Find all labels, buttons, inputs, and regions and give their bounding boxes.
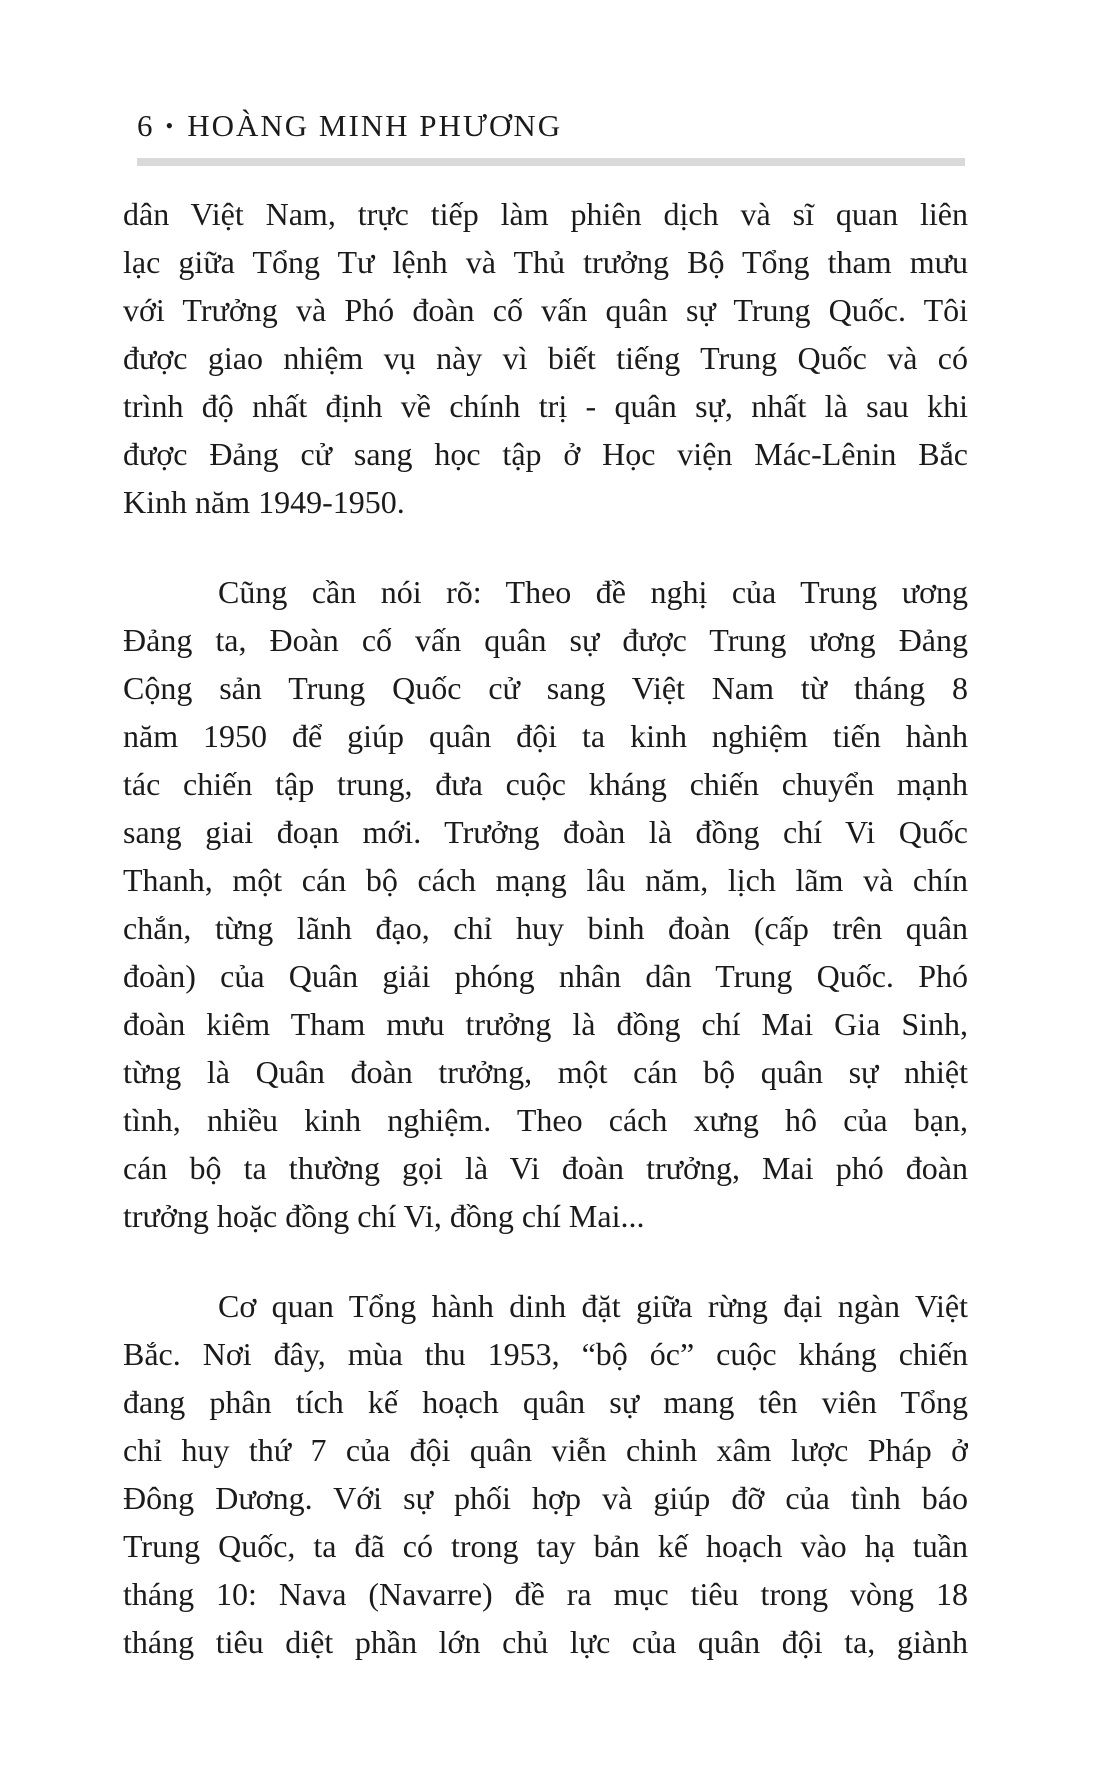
running-header	[137, 106, 968, 149]
page-number: 6	[137, 108, 153, 143]
text-line: Cũng cần nói rõ: Theo đề nghị của Trung ương	[218, 574, 968, 610]
text-line: đoàn) của Quân giải phóng nhân dân Trung Quốc. Phó	[123, 958, 968, 994]
page-content	[123, 106, 968, 1666]
text-line: được Đảng cử sang học tập ở Học viện Mác-Lênin Bắc	[123, 436, 968, 472]
text-line: tình, nhiều kinh nghiệm. Theo cách xưng hô của bạn,	[123, 1102, 968, 1138]
paragraph	[123, 190, 968, 526]
text-line: Thanh, một cán bộ cách mạng lâu năm, lịch lãm và chín	[123, 862, 968, 898]
text-line: sang giai đoạn mới. Trưởng đoàn là đồng chí Vi Quốc	[123, 814, 968, 850]
text-line: lạc giữa Tổng Tư lệnh và Thủ trưởng Bộ Tổng tham mưu	[123, 244, 968, 280]
text-line: trưởng hoặc đồng chí Vi, đồng chí Mai...	[123, 1198, 645, 1234]
text-line: năm 1950 để giúp quân đội ta kinh nghiệm tiến hành	[123, 718, 968, 754]
text-line: Kinh năm 1949-1950.	[123, 484, 405, 520]
text-line: đang phân tích kế hoạch quân sự mang tên viên Tổng	[123, 1384, 968, 1420]
text-line: cán bộ ta thường gọi là Vi đoàn trưởng, Mai phó đoàn	[123, 1150, 968, 1186]
text-line: chỉ huy thứ 7 của đội quân viễn chinh xâm lược Pháp ở	[123, 1432, 968, 1468]
text-line: với Trưởng và Phó đoàn cố vấn quân sự Trung Quốc. Tôi	[123, 292, 968, 328]
running-header-title: HOÀNG MINH PHƯƠNG	[187, 108, 563, 143]
text-line: tháng 10: Nava (Navarre) đề ra mục tiêu trong vòng 18	[123, 1576, 968, 1612]
text-line: đoàn kiêm Tham mưu trưởng là đồng chí Mai Gia Sinh,	[123, 1006, 968, 1042]
page-body	[123, 190, 968, 1666]
text-line: tháng tiêu diệt phần lớn chủ lực của quân đội ta, giành	[123, 1624, 968, 1660]
text-line: Cơ quan Tổng hành dinh đặt giữa rừng đại ngàn Việt	[218, 1288, 968, 1324]
paragraph	[123, 1282, 968, 1666]
bullet-separator-icon: •	[165, 113, 175, 138]
text-line: Đảng ta, Đoàn cố vấn quân sự được Trung ương Đảng	[123, 622, 968, 658]
text-line: từng là Quân đoàn trưởng, một cán bộ quân sự nhiệt	[123, 1054, 968, 1090]
text-line: dân Việt Nam, trực tiếp làm phiên dịch và sĩ quan liên	[123, 196, 968, 232]
text-line: Bắc. Nơi đây, mùa thu 1953, “bộ óc” cuộc kháng chiến	[123, 1336, 968, 1372]
header-rule	[137, 158, 965, 166]
text-line: chắn, từng lãnh đạo, chỉ huy binh đoàn (cấp trên quân	[123, 910, 968, 946]
text-line: được giao nhiệm vụ này vì biết tiếng Trung Quốc và có	[123, 340, 968, 376]
text-line: Cộng sản Trung Quốc cử sang Việt Nam từ tháng 8	[123, 670, 968, 706]
text-line: Trung Quốc, ta đã có trong tay bản kế hoạch vào hạ tuần	[123, 1528, 968, 1564]
paragraph	[123, 568, 968, 1240]
text-line: tác chiến tập trung, đưa cuộc kháng chiến chuyển mạnh	[123, 766, 968, 802]
text-line: trình độ nhất định về chính trị - quân sự, nhất là sau khi	[123, 388, 968, 424]
text-line: Đông Dương. Với sự phối hợp và giúp đỡ của tình báo	[123, 1480, 968, 1516]
